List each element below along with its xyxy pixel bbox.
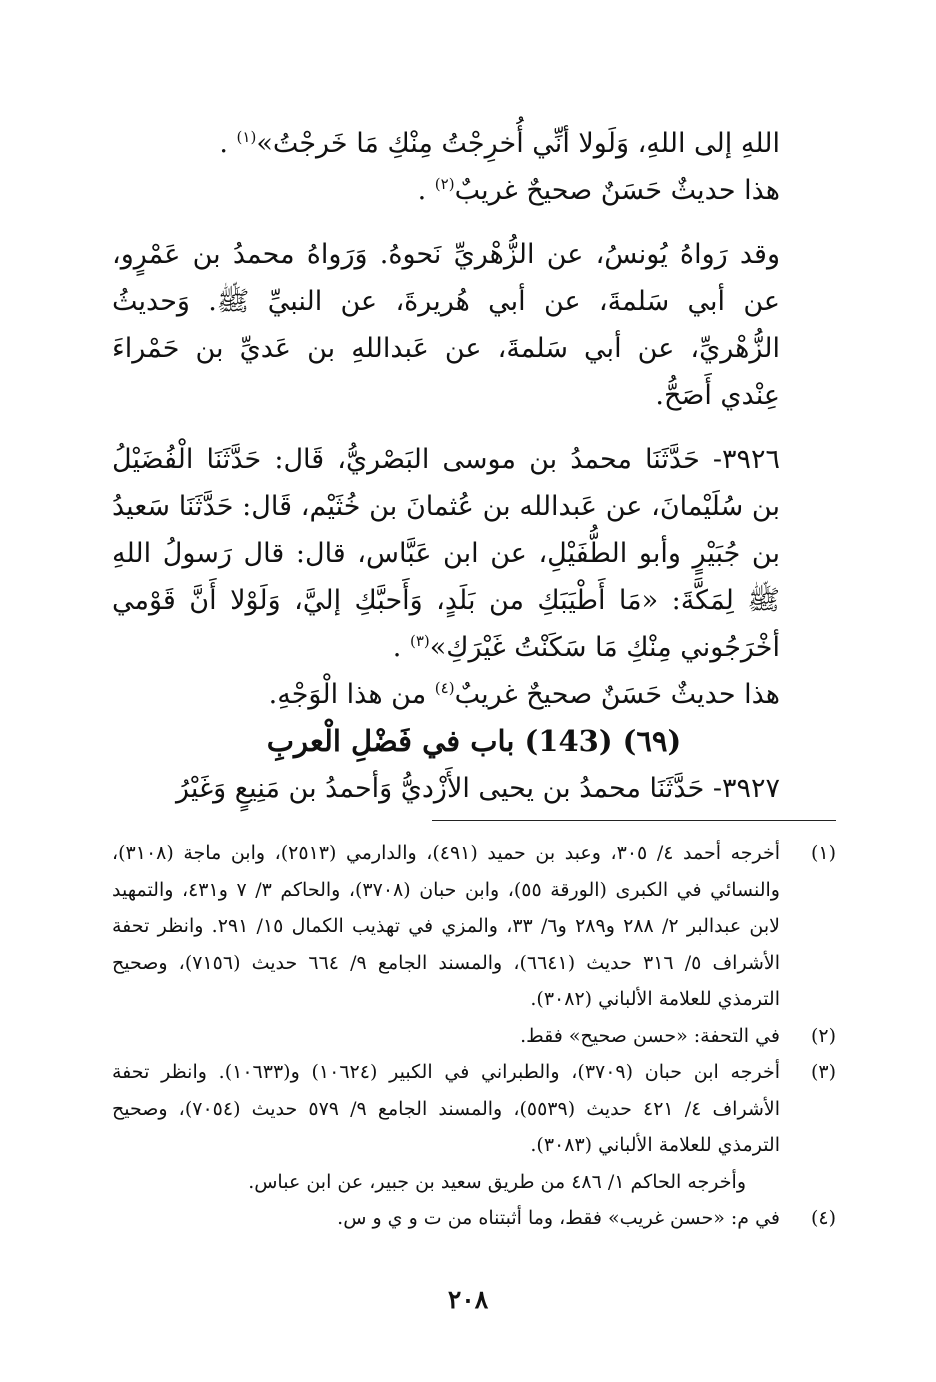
footnote-ref-3[interactable]: (٣): [409, 632, 430, 650]
footnote-ref-4[interactable]: (٤): [434, 679, 455, 697]
main-text: [112, 120, 836, 812]
footnote-number: (٢): [810, 1024, 836, 1047]
hadith-3927-start: ٣٩٢٧- حَدَّثَنَا محمدُ بن يحيى الأَزْديُّ وَأحمدُ بن مَنِيعٍ وَغَيْرُ: [176, 773, 780, 804]
footnote-2: [112, 1018, 836, 1055]
footnote-text: أخرجه ابن حبان (٣٧٠٩)، والطبراني في الكبير (١٠٦٢٤) و(١٠٦٣٣). وانظر تحفة الأشراف ٤/ ٤٢١ حديث (٥٥٣٩)، والمسند الجامع ٩/ ٥٧٩ حديث (٧٠٥٤)، وصحيح الترمذي للعلامة الألباني (٣٠٨٣).: [112, 1061, 780, 1156]
footnote-ref-2[interactable]: (٢): [434, 175, 455, 193]
line-hadith-end: اللهِ إلى اللهِ، وَلَولا أنِّي أُخرِجْتُ مِنْكِ مَا خَرجْتُ»$^{(١)}$ .: [219, 128, 780, 159]
footnotes: [112, 835, 836, 1237]
footnote-number: (٣): [810, 1061, 836, 1083]
grading-line-1: هذا حديثٌ حَسَنٌ صحيحٌ غريبٌ$^{(٢)}$ .: [417, 175, 780, 206]
footnote-3-extra: وأخرجه الحاكم ١/ ٤٨٦ من طريق سعيد بن جبير، عن ابن عباس.: [248, 1170, 746, 1193]
footnote-ref-1[interactable]: (١): [236, 128, 257, 146]
footnote-number: (١): [810, 842, 836, 864]
footnote-3: [112, 1054, 836, 1164]
chapter-heading: (٦٩) (143) باب في فَضْلِ الْعربِ: [266, 724, 682, 758]
footnote-divider: [432, 820, 836, 821]
grading-line-2: هذا حديثٌ حَسَنٌ صحيحٌ غريبٌ$^{(٤)}$ من هذا الْوَجْهِ.: [268, 679, 780, 710]
footnote-text: في م: «حسن غريب» فقط، وما أثبتناه من ت و ي و س.: [337, 1207, 780, 1229]
page-number: ٢٠٨: [447, 1285, 489, 1314]
narration-paragraph: وقد رَواهُ يُونسُ، عن الزُّهْريِّ نَحوهُ. وَرَواهُ محمدُ بن عَمْرٍو، عن أبي سَلمةَ، عن أبي هُريرةَ، عن النبيِّ ﷺ. وَحديثُ الزُّهْريِّ، عن أبي سَلمةَ، عن عَبداللهِ بن عَديِّ بن حَمْراءَ عِنْدي أَصَحُّ.: [112, 239, 780, 411]
footnote-text: في التحفة: «حسن صحيح» فقط.: [520, 1024, 780, 1047]
footnote-text: أخرجه أحمد ٤/ ٣٠٥، وعبد بن حميد (٤٩١)، والدارمي (٢٥١٣)، وابن ماجة (٣١٠٨)، والنسائي في الكبرى (الورقة ٥٥)، وابن حبان (٣٧٠٨)، والحاكم ٣/ ٧ و٤٣١، والتمهيد لابن عبدالبر ٢/ ٢٨٨ و٢٨٩ و٦/ ٣٣، والمزي في تهذيب الكمال ١٥/ ٢٩١. وانظر تحفة الأشراف ٥/ ٣١٦ حديث (٦٦٤١)، والمسند الجامع ٩/ ٦٦٤ حديث (٧١٥٦)، وصحيح الترمذي للعلامة الألباني (٣٠٨٢).: [112, 842, 781, 1010]
hadith-3926: ٣٩٢٦- حَدَّثَنَا محمدُ بن موسى البَصْريُّ، قَال: حَدَّثَنَا الْفُضَيْلُ بن سُلَيْمانَ، عن عَبدالله بن عُثمانَ بن خُثَيْم، قَال: حَدَّثَنَا سَعيدُ بن جُبَيْرٍ وأبو الطُّفَيْلِ، عن ابن عَبَّاس، قال: قال رَسولُ اللهِ ﷺ لِمَكَّةَ: «مَا أَطْيَبَكِ من بَلَدٍ، وَأَحبَّكِ إليَّ، وَلَوْلا أَنَّ قَوْمي أخْرَجُوني مِنْكِ مَا سَكَنْتُ غَيْرَكِ»$^{(٣)}$ .: [112, 444, 780, 663]
footnote-4: [112, 1200, 836, 1237]
footnote-1: [112, 835, 836, 1018]
footnote-number: (٤): [810, 1207, 836, 1229]
